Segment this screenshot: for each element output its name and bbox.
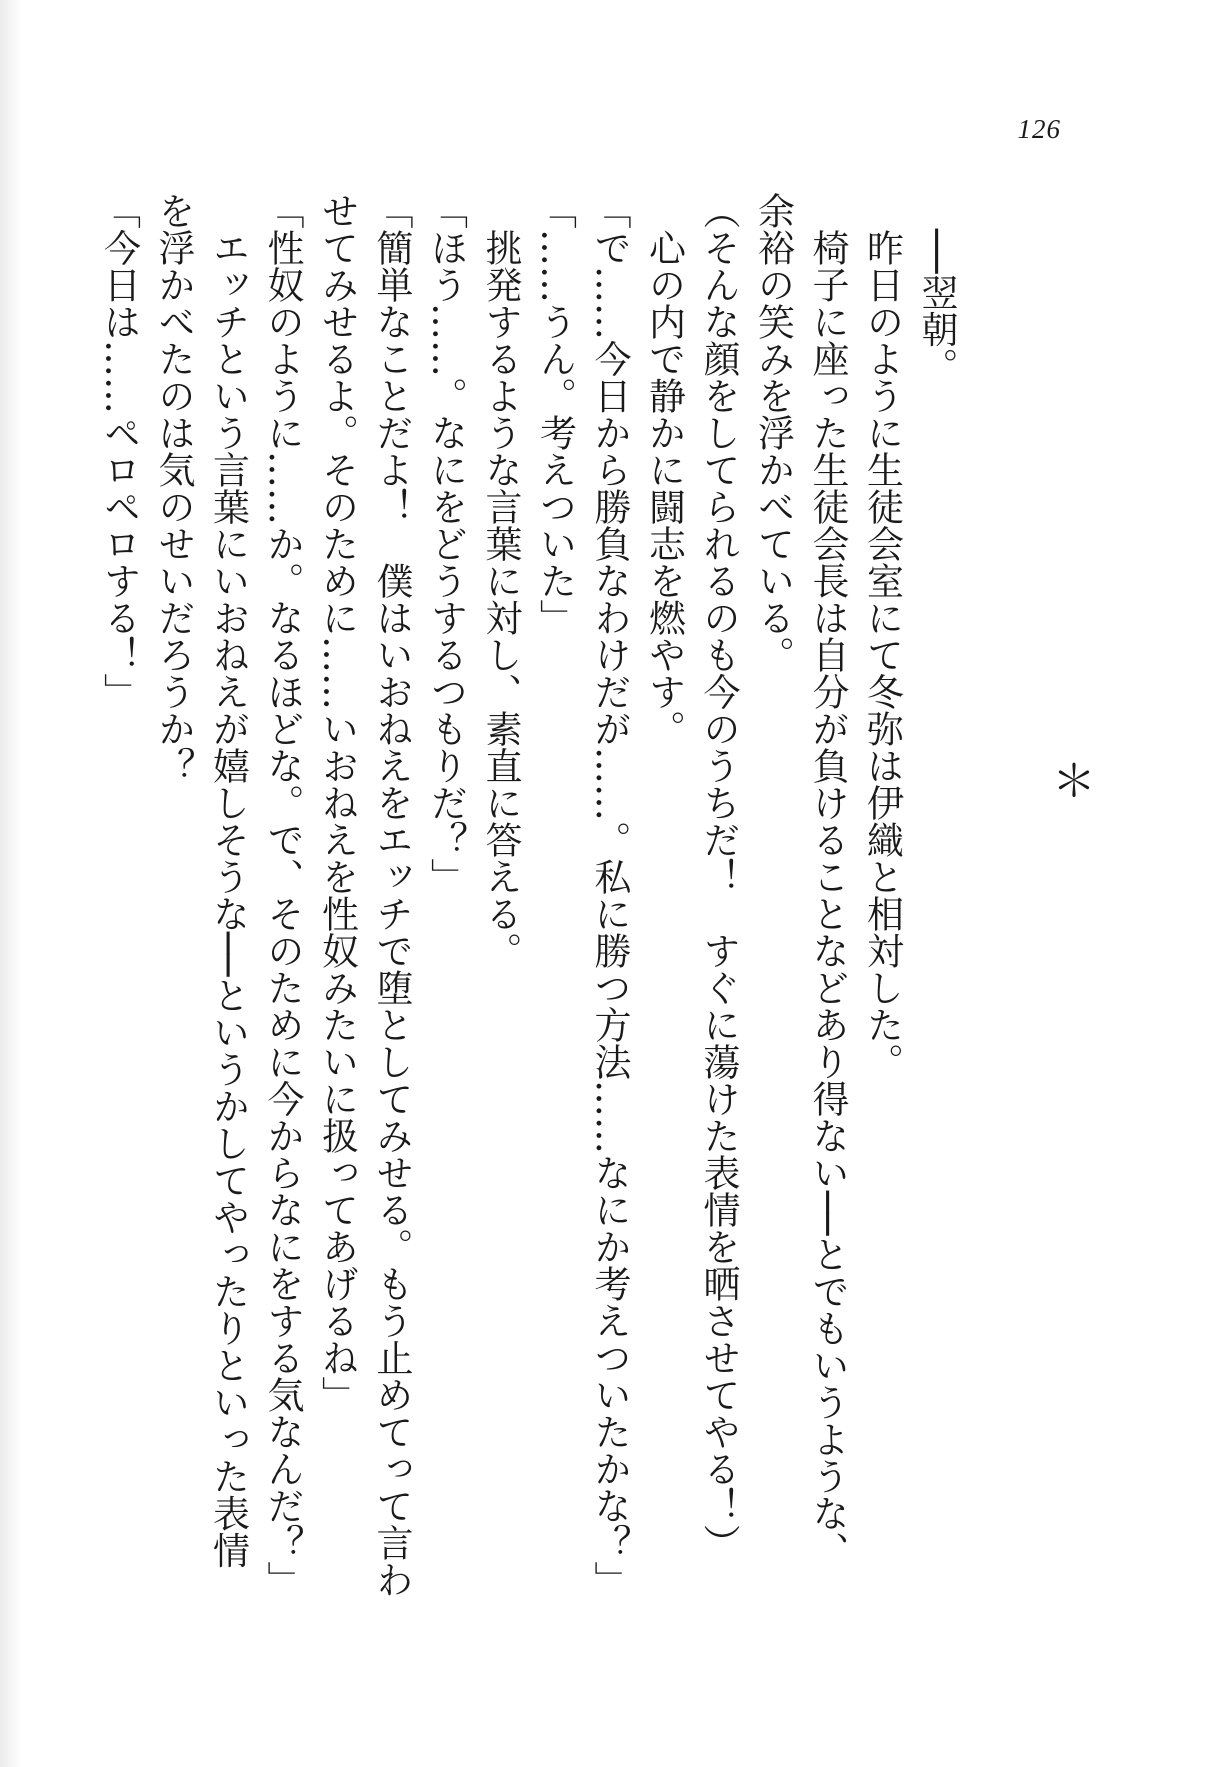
text-line-7: 「で……今日から勝負なわけだが……。私に勝つ方法……なにか考えついたかな？」 <box>588 192 631 1598</box>
text-line-8: 「……うん。考えついた」 <box>533 192 577 636</box>
text-line-11: 「簡単なことだよ！ 僕はいおねえをエッチで堕としてみせる。もう止めてって言わ <box>370 192 413 1598</box>
text-line-2: 昨日のように生徒会室にて冬弥は伊織と相対した。 <box>860 229 904 1080</box>
text-line-6: 心の内で静かに闘志を燃やす。 <box>642 229 686 747</box>
text-line-4: 余裕の笑みを浮かべている。 <box>751 192 795 673</box>
text-line-16: 「今日は……ペロペロする！」 <box>97 192 141 710</box>
text-line-9: 挑発するような言葉に対し、素直に答える。 <box>479 229 522 969</box>
text-line-10: 「ほう……。なにをどうするつもりだ？」 <box>424 192 468 895</box>
section-break-asterisk: ＊ <box>1052 756 1096 807</box>
text-line-3: 椅子に座った生徒会長は自分が負けることなどあり得ない──とでもいうような、 <box>806 229 849 1569</box>
text-line-15: を浮かべたのは気のせいだろうか？ <box>152 192 195 784</box>
page-number: 126 <box>1017 114 1061 144</box>
text-line-13: 「性奴のように……か。なるほどな。で、そのために今からなにをする気なんだ？」 <box>261 192 304 1598</box>
page-edge-shadow <box>0 0 22 1767</box>
vertical-text-block <box>91 192 963 1692</box>
text-line-14: エッチという言葉にいおねえが嬉しそうな──というかしてやったりといった表情 <box>206 229 250 1569</box>
text-line-5: （そんな顔をしてられるのも今のうちだ！ すぐに蕩けた表情を晒させてやる！） <box>697 192 740 1561</box>
text-line-12: せてみせるよ。そのために……いおねえを性奴みたいに扱ってあげるね」 <box>315 192 359 1413</box>
text-line-1: ──翌朝。 <box>915 229 958 385</box>
